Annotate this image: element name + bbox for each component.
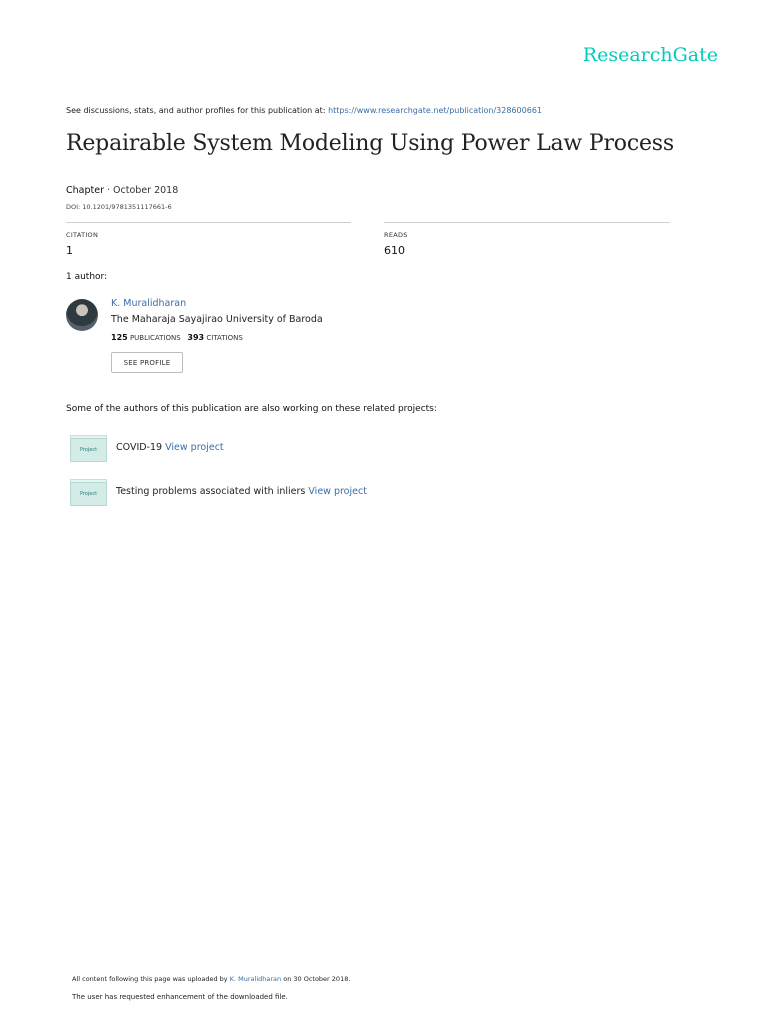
citation-label: CITATION	[66, 231, 99, 239]
citations-label: CITATIONS	[206, 334, 243, 342]
publication-date: October 2018	[113, 185, 179, 196]
enhancement-note: The user has requested enhancement of the downloaded file.	[72, 993, 288, 1001]
publications-label: PUBLICATIONS	[129, 334, 181, 342]
publication-type: Chapter	[66, 185, 104, 196]
publications-count: 125	[111, 333, 128, 342]
author-affiliation: The Maharaja Sayajirao University of Baroda	[111, 314, 323, 325]
meta-separator: ·	[103, 185, 114, 196]
publication-doi: DOI: 10.1201/9781351117661-6	[66, 203, 172, 211]
project-item	[116, 442, 224, 453]
project-item	[116, 486, 367, 497]
project-icon[interactable]: Project	[70, 438, 107, 462]
project-name: COVID-19	[116, 442, 163, 453]
uploader-link[interactable]: K. Muralidharan	[229, 975, 282, 983]
discussions-line	[66, 106, 542, 115]
publication-title: Repairable System Modeling Using Power Law Process	[66, 131, 674, 156]
project-icon[interactable]: Project	[70, 482, 107, 506]
reads-divider	[384, 222, 670, 223]
discussions-text: See discussions, stats, and author profiles for this publication at:	[66, 106, 326, 115]
project-name: Testing problems associated with inliers	[116, 486, 306, 497]
view-project-link[interactable]: View project	[165, 442, 224, 453]
citation-count: 1	[66, 244, 73, 257]
upload-note	[72, 975, 350, 983]
author-avatar[interactable]	[66, 299, 98, 331]
reads-count: 610	[384, 244, 405, 257]
researchgate-logo[interactable]: ResearchGate	[582, 44, 718, 66]
citation-divider	[66, 222, 351, 223]
see-profile-button[interactable]: SEE PROFILE	[111, 352, 183, 373]
authors-heading: 1 author:	[66, 272, 108, 282]
upload-prefix: All content following this page was uploaded by	[72, 975, 228, 983]
publication-meta	[66, 185, 178, 196]
citations-count: 393	[187, 333, 205, 342]
author-name-link[interactable]: K. Muralidharan	[111, 298, 187, 309]
publication-url-link[interactable]: https://www.researchgate.net/publication/328600661	[328, 106, 542, 115]
author-stats	[111, 333, 243, 342]
related-projects-heading: Some of the authors of this publication are also working on these related projects:	[66, 404, 437, 414]
reads-label: READS	[384, 231, 408, 239]
upload-suffix: on 30 October 2018.	[283, 975, 351, 983]
view-project-link[interactable]: View project	[308, 486, 367, 497]
